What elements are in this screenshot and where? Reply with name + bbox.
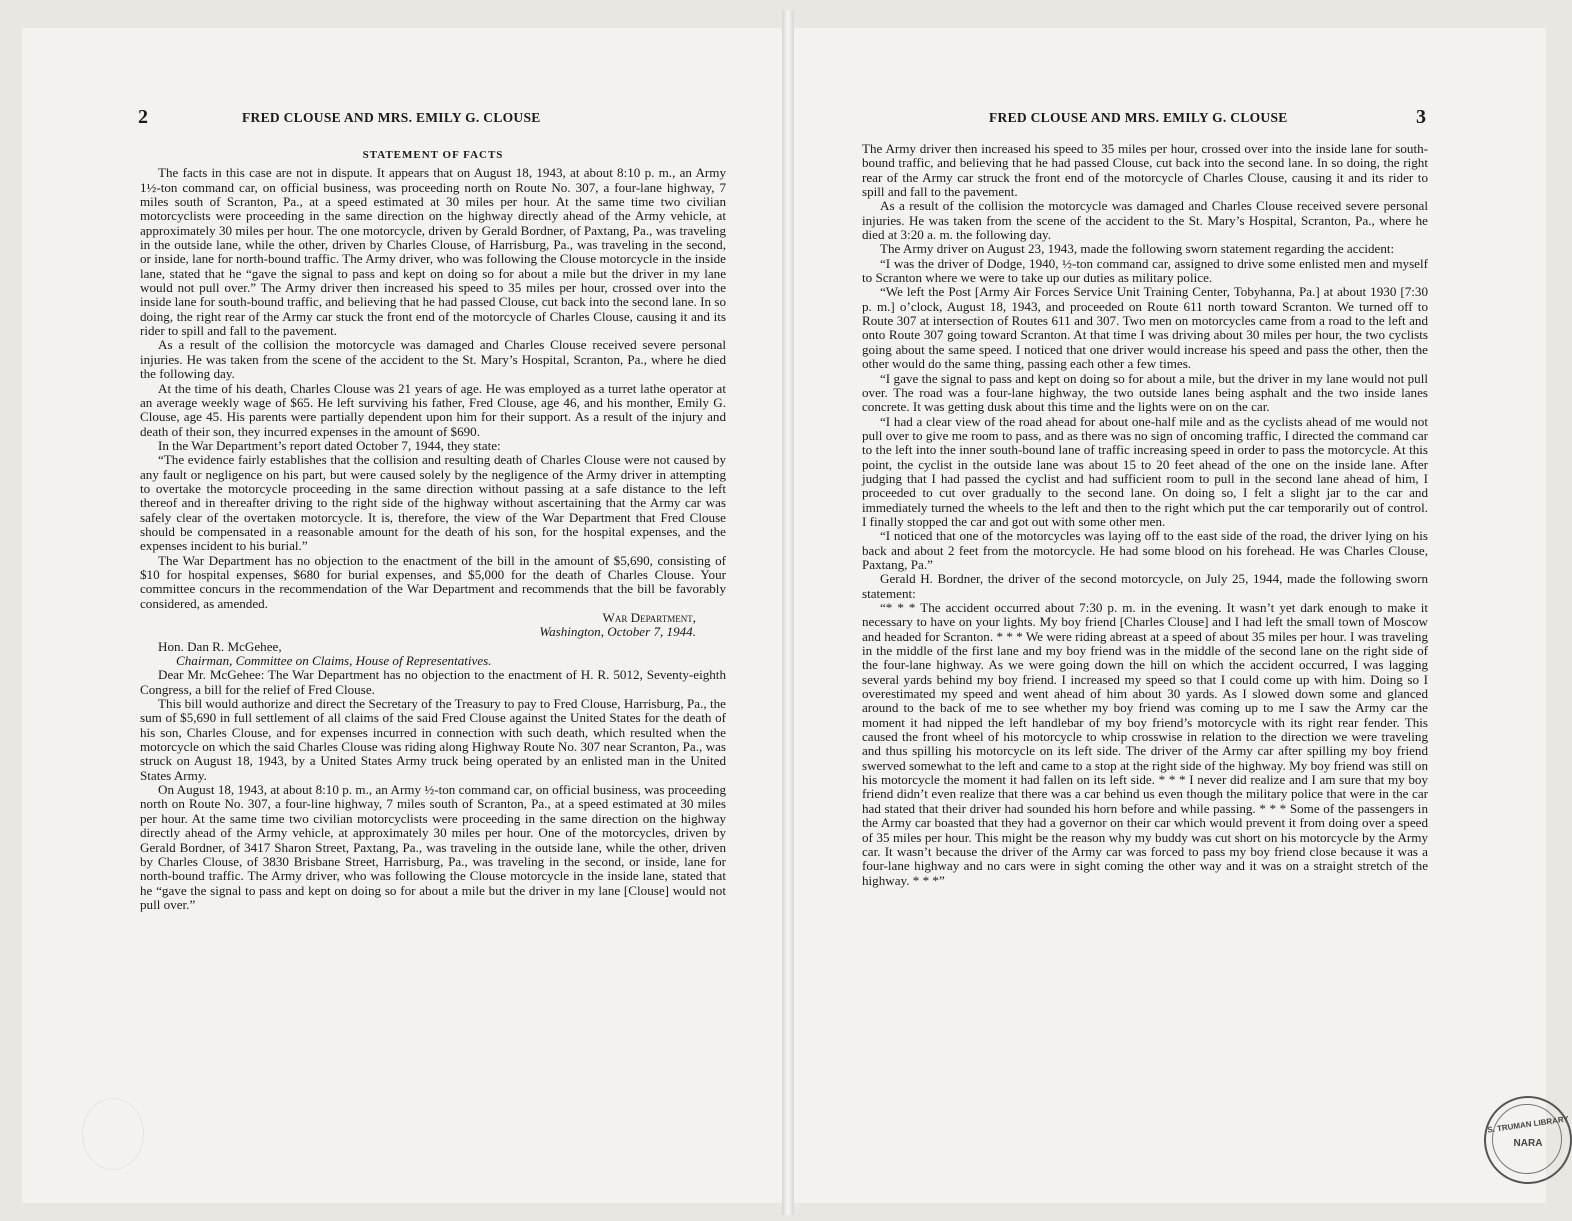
quoted-paragraph: “The evidence fairly establishes that the collision and resulting death of Charles Clouse were not caused by any fault or negligence on his part, but were caused solely by the negligence of the Army driver in attempting to overtake the motorcycle proceeding in the same direction without passing at a safe distance to the left thereof and in thereafter driving to the right side of the highway without ascertaining that the Army car was safely clear of the overtaken motorcycle. It is, therefore, the view of the War Department that Fred Clouse should be compensated in a reasonable amount for the death of his son, for the hospital expenses, and the expenses incident to his burial.” [140,452,726,554]
quoted-paragraph: “* * * The accident occurred about 7:30 p. m. in the evening. It wasn’t yet dark enough to make it necessary to have on your lights. My boy friend [Charles Clouse] and I had left the small town of Moscow and headed for Scranton. * * * We were riding abreast at a speed of about 35 miles per hour. I was traveling in the middle of the first lane and my boy friend was in the middle of the second lane on the right side of the four-lane highway. As we were going down the hill on which the accident occurred, I was lagging several yards behind my boy friend. I increased my speed so that I could come up with him. Doing so I overestimated my speed and went ahead of him about 30 yards. As I slowed down some and glanced around to the back of me to see whether my boy friend was coming up to me I saw the Army car the moment it had nipped the left handlebar of my boy friend’s motorcycle with its right rear fender. This caused the front wheel of his motorcycle to whip crosswise in relation to the direction we were traveling and thus spilling his motorcycle on its left side. The driver of the Army car after spilling my boy friend swerved somewhat to the left and came to a stop at the right side of the highway. My boy friend was still on his motorcycle the moment it had fallen on its left side. * * * I never did realize and I am sure that my boy friend didn’t even realize that there was a car behind us even though the military police that were in the car had stated that their driver had sounded his horn before and while passing. * * * Some of the passengers in the Army car boasted that they had a governor on their car which would prevent it from doing over a speed of 35 miles per hour. This might be the reason why my buddy was cut short on his motorcycle by the Army car. It wasn’t because the driver of the Army car was forced to pass my boy friend close because it was a four-lane highway and no cars were in sight coming the other way and it was on a straight stretch of the highway. * * *” [862,600,1428,888]
letter-place-date: Washington, October 7, 1944. [539,624,696,640]
quoted-paragraph: “I gave the signal to pass and kept on doing so for about a mile, but the driver in my lane would not pull over. The road was a four-lane highway, the two outside lanes being asphalt and the two inside lanes concrete. It was getting dusk about this time and the lights were on on the car. [862,370,1428,415]
paragraph: The facts in this case are not in dispute. It appears that on August 18, 1943, at about 8:10 p. m., an Army 1½-ton command car, on official business, was proceeding north on Route No. 307, a four-lane highway, 7 miles south of Scranton, Pa., at a speed estimated at 30 miles per hour. At the same time two civilian motorcyclists were proceeding in the same direction on the highway directly ahead of the Army vehicle, at approximately 30 miles per hour. The one motorcycle, driven by Gerald Bordner, of Paxtang, Pa., was traveling in the outside lane, while the other, driven by Charles Clouse, of Harrisburg, Pa., was traveling in the second, or inside, lane for north-bound traffic. The Army driver, who was following the Clouse motorcycle in the inside lane, stated that he “gave the signal to pass and kept on doing so for about a mile but the driver in my lane would not pull over.” The Army driver then increased his speed to 35 miles per hour, crossed over into the inside lane for south-bound traffic, and believing that he had passed Clouse, cut back into the second lane. In so doing, the right rear of the Army car stuck the front end of the motorcycle of Charles Clouse, causing it and its rider to spill and fall to the pavement. [140,165,726,339]
paragraph: The War Department has no objection to the enactment of the bill in the amount of $5,690, consisting of $10 for hospital expenses, $680 for burial expenses, and $5,000 for the death of Charles Clouse. Your committee concurs in the recommendation of the War Department and recommends that the bill be favorably considered, as amended. [140,552,726,611]
page-number-right: 3 [1416,106,1426,128]
left-page-body [140,148,726,912]
faint-stamp-mark [82,1098,144,1170]
quoted-paragraph: “I was the driver of Dodge, 1940, ½-ton command car, assigned to drive some enlisted men and myself to Scranton where we were to take up our duties as military police. [862,255,1428,286]
section-title: STATEMENT OF FACTS [362,149,504,161]
paragraph: As a result of the collision the motorcycle was damaged and Charles Clouse received severe personal injuries. He was taken from the scene of the accident to the St. Mary’s Hospital, Scranton, Pa., where he died at 3:20 a. m. the following day. [862,198,1428,243]
letter-addressee: Hon. Dan R. McGehee, [158,638,282,654]
page-gutter [782,10,794,1215]
running-head-right: FRED CLOUSE AND MRS. EMILY G. CLOUSE [989,110,1288,125]
library-stamp [1484,1096,1572,1184]
paragraph: The Army driver then increased his speed to 35 miles per hour, crossed over into the inside lane for south-bound traffic, and believing that he had passed Clouse, cut back into the second lane. In so doing, the right rear of the Army car struck the front end of the motorcycle of Charles Clouse, causing it and its rider to spill and fall to the pavement. [862,141,1428,200]
paragraph: The Army driver on August 23, 1943, made the following sworn statement regarding the accident: [880,241,1395,257]
stamp-line-2: NARA [1513,1138,1543,1149]
letter-paragraph: Dear Mr. McGehee: The War Department has no objection to the enactment of H. R. 5012, Seventy-eighth Congress, a bill for the relief of Fred Clouse. [140,667,726,697]
letter-addressee-title: Chairman, Committee on Claims, House of Representatives. [176,653,492,669]
paragraph: At the time of his death, Charles Clouse was 21 years of age. He was employed as a turret lathe operator at an average weekly wage of $65. He left surviving his father, Fred Clouse, age 46, and his monther, Emily G. Clouse, age 45. His parents were partially dependent upon him for their support. As a result of the injury and death of their son, they incurred expenses in the amount of $690. [140,380,726,439]
quoted-paragraph: “I noticed that one of the motorcycles was laying off to the east side of the road, the driver lying on his back and about 2 feet from the motorcycle. He had some blood on his forehead. He was Charles Clouse, Paxtang, Pa.” [862,528,1428,572]
left-page [22,28,782,1203]
letter-sender: War Department, [602,610,696,625]
paragraph: As a result of the collision the motorcycle was damaged and Charles Clouse received severe personal injuries. He was taken from the scene of the accident to the St. Mary’s Hospital, Scranton, Pa., where he died the following day. [140,337,726,382]
quoted-paragraph: “We left the Post [Army Air Forces Service Unit Training Center, Tobyhanna, Pa.] at about 1930 [7:30 p. m.] o’clock, August 18, 1943, and proceeded on Route 611 north toward Scranton. We turned off to Route 307 at intersection of Routes 611 and 307. Two men on motorcycles came from a road to the left and onto Route 307 going toward Scranton. At that time I was driving about 30 miles per hour, the two cyclists going about the same speed. I noticed that one driver would increase his speed and pass the other, then the other would do the same thing, passing each other a few times. [862,284,1428,372]
letter-paragraph: On August 18, 1943, at about 8:10 p. m., an Army ½-ton command car, on official business, was proceeding north on Route No. 307, a four-line highway, 7 miles south of Scranton, Pa., at a speed estimated at 30 miles per hour. At the same time two civilian motorcyclists were proceeding in the same direction on the highway directly ahead of the Army vehicle, at approximately 30 miles per hour. One of the motorcycles, driven by Gerald Bordner, of 3417 Sharon Street, Paxtang, Pa., was traveling in the outside lane, while the other, driven by Charles Clouse, of 3830 Brisbane Street, Harrisburg, Pa., was traveling in the second, or inside, lane for north-bound traffic. The Army driver, who was following the Clouse motorcycle in the inside lane, stated that he “gave the signal to pass and kept on doing so for about a mile but the driver in my lane [Clouse] would not pull over.” [140,782,726,912]
paragraph: In the War Department’s report dated October 7, 1944, they state: [158,437,501,453]
right-page-body [862,142,1428,888]
right-page [794,28,1570,1203]
paragraph: Gerald H. Bordner, the driver of the second motorcycle, on July 25, 1944, made the following sworn statement: [862,571,1428,601]
running-head-left: FRED CLOUSE AND MRS. EMILY G. CLOUSE [242,110,541,125]
letter-paragraph: This bill would authorize and direct the Secretary of the Treasury to pay to Fred Clouse, Harrisburg, Pa., the sum of $5,690 in full settlement of all claims of the said Fred Clouse against the United States for the death of his son, Charles Clouse, and for expenses incurred in connection with such death, which resulted when the motorcycle on which the said Charles Clouse was riding along Highway Route No. 307 near Scranton, Pa., was struck on August 18, 1943, by a United States Army truck being operated by an enlisted man in the United States Army. [140,696,726,783]
stamp-line-1: S. TRUMAN LIBRARY [1486,1114,1570,1135]
quoted-paragraph: “I had a clear view of the road ahead for about one-half mile and as the cyclists ahead of me would not pull over to give me room to pass, and as there was no sign of oncoming traffic, I directed the command car to the left into the inner south-bound lane of traffic increasing speed in order to pass the motorcycle. At this point, the cyclist in the outside lane was about 15 to 20 feet ahead of the one on the inside lane. After judging that I had passed the cyclist and had sufficient room to pull in the second lane ahead of him, I proceeded to cut over gradually to the second lane. On doing so, I felt a slight jar to the car and immediately turned the wheels to the left and then to the right which put the car temporarily out of control. I finally stopped the car and got out with some other men. [862,413,1428,529]
page-number-left: 2 [138,106,148,128]
